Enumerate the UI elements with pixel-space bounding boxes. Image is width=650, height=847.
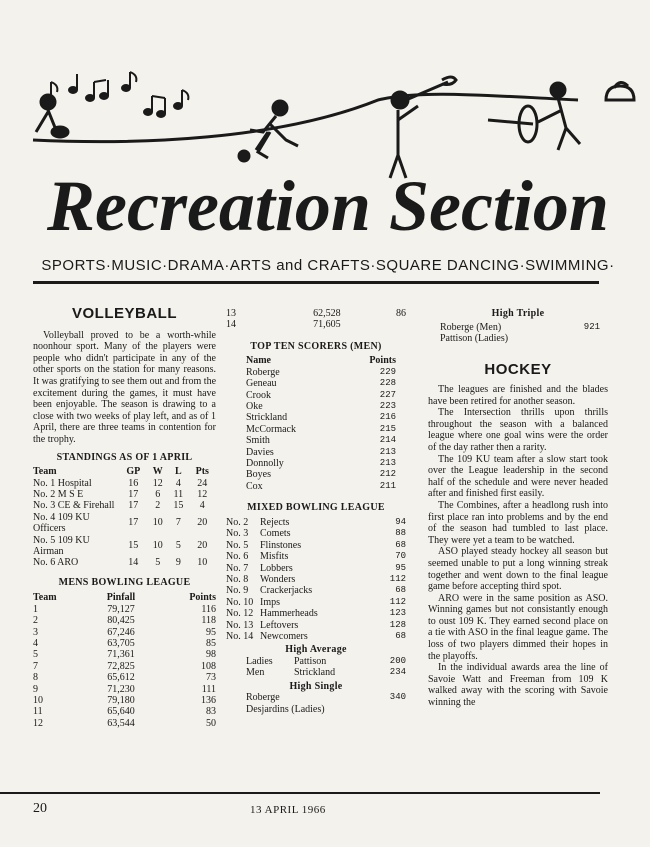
mixed-bowling-points: 112	[389, 573, 406, 584]
high-triple-name: Roberge (Men)	[440, 321, 502, 333]
standings-col-team: Team	[33, 466, 57, 478]
standings-pts: 20	[197, 540, 208, 552]
top-scorer-points: 216	[379, 412, 396, 423]
high-average-category: Men	[246, 667, 265, 679]
top-scorers-col-points: Points	[369, 355, 396, 367]
recreation-banner-art	[18, 60, 638, 290]
standings-l: 9	[175, 557, 181, 569]
mixed-bowling-points: 94	[395, 516, 406, 527]
standings-row	[33, 512, 216, 535]
top-scorer-name: Strickland	[246, 412, 288, 424]
page-number: 20	[33, 801, 47, 816]
curling-stone-icon	[606, 82, 634, 100]
high-single-row	[226, 704, 406, 715]
high-average-name: Pattison	[294, 655, 327, 667]
standings-gp: 17	[128, 488, 139, 500]
mens-bowling-row	[33, 649, 216, 660]
high-average-row	[226, 656, 406, 667]
hockey-paragraph: ARO were in the same position as ASO. Winning games but not consistantly enough to oust 109 K. They earned second place on a tie with ASO in the final league game. The loss of two players dimmed their hopes in the playoffs.	[428, 592, 608, 662]
top-scorer-points: 229	[379, 366, 396, 377]
standings-team: No. 3 CE & Firehall	[33, 500, 115, 512]
mens-bowling-row	[33, 684, 216, 695]
mens-bowling-points: 73	[206, 672, 216, 684]
mixed-bowling-points: 68	[395, 630, 406, 641]
standings-col-w: W	[152, 466, 163, 478]
mens-bowling-row	[226, 319, 406, 330]
mens-bowling-points: 111	[201, 683, 216, 695]
mens-bowling-team: 9	[33, 683, 38, 695]
mens-bowling-header-row	[33, 592, 216, 603]
mixed-bowling-team-name: Newcomers	[260, 630, 308, 642]
archer-figure-icon	[488, 83, 580, 150]
standings-pts: 24	[197, 477, 208, 489]
top-scorer-name: Cox	[246, 480, 263, 492]
standings-team: No. 6 ARO	[33, 557, 79, 569]
high-single-heading: High Single	[289, 680, 343, 692]
standings-gp: 15	[128, 540, 139, 552]
mens-bowling-team: 12	[33, 717, 43, 729]
standings-l: 7	[175, 517, 181, 529]
mens-bowling-row	[33, 661, 216, 672]
mixed-bowling-row	[226, 608, 406, 619]
hockey-paragraph: The 109 KU team after a slow start took over the League leadership in the second half of the schedule and were never headed after and finished first easily.	[428, 453, 608, 500]
mixed-bowling-team-no: No. 8	[226, 573, 249, 585]
mixed-bowling-team-name: Crackerjacks	[260, 585, 313, 597]
mens-bowling-team: 10	[33, 695, 43, 707]
mixed-bowling-team-name: Rejects	[260, 516, 290, 528]
mens-bowling-pinfall: 79,180	[107, 695, 135, 707]
mixed-bowling-row	[226, 597, 406, 608]
mixed-bowling-team-no: No. 12	[226, 608, 254, 620]
mens-bowling-team: 8	[33, 672, 38, 684]
top-scorer-name: Smith	[246, 435, 270, 447]
standings-col-l: L	[174, 466, 182, 478]
high-triple-name: Pattison (Ladies)	[440, 333, 509, 344]
top-scorer-row	[246, 401, 396, 412]
footer-rule	[0, 792, 600, 794]
mens-bowling-points: 83	[206, 706, 216, 718]
mixed-bowling-row	[226, 631, 406, 642]
top-scorer-points: 213	[379, 458, 396, 469]
high-triple-row	[440, 333, 600, 344]
mixed-bowling-team-no: No. 13	[226, 619, 254, 631]
mens-bowling-pinfall: 71,605	[313, 319, 341, 331]
mens-bowling-team: 4	[33, 638, 38, 649]
high-average-score: 234	[389, 667, 406, 678]
mens-bowling-pinfall: 72,825	[107, 660, 135, 672]
standings-pts: 10	[197, 557, 208, 569]
mens-bowling-team: 1	[33, 603, 38, 615]
mixed-bowling-heading: MIXED BOWLING LEAGUE	[247, 502, 385, 514]
mens-bowling-team: 11	[33, 706, 43, 718]
top-scorer-name: Roberge	[246, 366, 280, 378]
standings-gp: 14	[128, 557, 139, 569]
standings-l: 11	[173, 488, 184, 500]
standings-pts: 4	[199, 500, 205, 512]
mens-bowling-points: 136	[201, 695, 216, 707]
mixed-bowling-row	[226, 620, 406, 631]
standings-w: 5	[155, 557, 161, 569]
mens-bowling-pinfall: 71,230	[107, 683, 135, 695]
mixed-bowling-team-no: No. 14	[226, 630, 254, 642]
header-rule	[33, 281, 599, 284]
high-average-category: Ladies	[246, 655, 273, 667]
hockey-body	[428, 384, 608, 709]
high-triple-score: 921	[583, 321, 600, 332]
top-scorer-name: Donnolly	[246, 458, 284, 470]
guitarist-figure-icon	[36, 95, 68, 137]
high-average-row	[226, 667, 406, 678]
mens-bowling-pinfall: 62,528	[313, 308, 341, 319]
standings-w: 10	[152, 540, 163, 552]
standings-team: No. 2 M S E	[33, 488, 84, 500]
mens-bowling-points: 116	[201, 603, 216, 615]
standings-row	[33, 489, 216, 500]
mixed-bowling-team-no: No. 10	[226, 596, 254, 608]
mens-bowling-points: 95	[206, 626, 216, 638]
standings-gp: 17	[128, 500, 139, 512]
high-average-name: Strickland	[294, 667, 336, 679]
top-scorer-row	[246, 458, 396, 469]
mixed-bowling-row	[226, 540, 406, 551]
mixed-bowling-row	[226, 574, 406, 585]
mixed-bowling-team-no: No. 9	[226, 585, 249, 597]
standings-w: 10	[152, 517, 163, 529]
mens-bowling-row	[33, 718, 216, 729]
hockey-paragraph: The Intersection thrills upon thrills throughout the season with a balanced league where one goal wins were the order of the day rather then a rarity.	[428, 407, 608, 453]
mens-bowling-col-pinfall: Pinfall	[106, 592, 136, 604]
standings-col-pts: Pts	[195, 466, 209, 478]
section-subtitle: SPORTS·MUSIC·DRAMA·ARTS and CRAFTS·SQUARE DANCING·SWIMMING·	[41, 257, 615, 274]
standings-team: No. 4 109 KU Officers	[33, 511, 90, 535]
top-scorer-points: 214	[379, 435, 396, 446]
trumpeter-figure-icon	[390, 77, 456, 178]
top-scorer-row	[246, 435, 396, 446]
mixed-bowling-team-name: Lobbers	[260, 562, 293, 574]
mixed-bowling-team-no: No. 6	[226, 551, 249, 563]
top-scorer-name: Davies	[246, 446, 274, 458]
mixed-bowling-row	[226, 585, 406, 596]
mens-bowling-pinfall: 79,127	[107, 603, 135, 615]
high-triple-heading: High Triple	[491, 308, 545, 319]
standings-l: 5	[175, 540, 181, 552]
mens-bowling-row	[33, 627, 216, 638]
standings-col-gp: GP	[126, 466, 141, 478]
mixed-bowling-points: 68	[395, 585, 406, 596]
standings-row	[33, 478, 216, 489]
mens-bowling-table-continued	[226, 308, 406, 331]
mens-bowling-pinfall: 65,640	[107, 706, 135, 718]
hockey-paragraph: In the individual awards area the line of Savoie Watt and Freeman from 109 K walked away with the scoring with Savoie winning the	[428, 662, 608, 709]
high-single-name: Desjardins (Ladies)	[246, 703, 325, 715]
top-scorer-row	[246, 378, 396, 389]
standings-header-row	[33, 466, 216, 477]
standings-w: 2	[155, 500, 161, 512]
top-scorer-points: 227	[379, 389, 396, 400]
top-scorers-table	[246, 355, 396, 492]
hockey-paragraph: The leagues are finished and the blades have been retired for another season.	[428, 384, 608, 407]
high-triple-score	[569, 333, 600, 344]
standings-l: 4	[175, 477, 181, 489]
standings-gp: 16	[128, 477, 139, 489]
mixed-bowling-team-name: Imps	[260, 596, 280, 608]
mens-bowling-heading: MENS BOWLING LEAGUE	[58, 576, 191, 588]
mens-bowling-pinfall: 63,544	[107, 717, 135, 729]
mixed-bowling-team-no: No. 7	[226, 562, 249, 574]
mens-bowling-team: 14	[226, 319, 236, 331]
mens-bowling-col-points: Points	[189, 592, 216, 604]
mixed-bowling-points: 95	[395, 562, 406, 573]
volleyball-body: Volleyball proved to be a worth-while noonhour sport. Many of the players were people who didn't participate in any of the other sports on the station for many reasons. It was gratifying to see them out and from the excitement during the games, it must have been enjoyable. The season is drawing to a close with two weeks of play left, and as of 1 April, there are three teams in contention for the trophy.	[33, 329, 217, 445]
mixed-bowling-points: 128	[389, 619, 406, 630]
column-3	[428, 308, 608, 709]
column-1	[33, 305, 217, 729]
top-scorer-row	[246, 390, 396, 401]
mens-bowling-row	[33, 695, 216, 706]
mens-bowling-team: 2	[33, 615, 38, 627]
mens-bowling-pinfall: 80,425	[107, 615, 135, 627]
mens-bowling-row	[33, 706, 216, 717]
top-scorer-points: 212	[379, 469, 396, 480]
mens-bowling-row	[33, 638, 216, 649]
top-scorer-row	[246, 447, 396, 458]
mens-bowling-points: 108	[201, 660, 216, 672]
mens-bowling-team: 13	[226, 308, 236, 319]
mixed-bowling-points: 70	[395, 551, 406, 562]
mens-bowling-pinfall: 65,612	[107, 672, 135, 684]
mixed-bowling-row	[226, 551, 406, 562]
mens-bowling-pinfall: 63,705	[107, 638, 135, 649]
standings-w: 12	[152, 477, 163, 489]
column-2	[226, 308, 406, 715]
volleyball-heading: VOLLEYBALL	[72, 305, 177, 322]
high-single-score	[381, 704, 406, 715]
mixed-bowling-points: 68	[395, 539, 406, 550]
banner-swoosh	[33, 94, 578, 141]
high-single-score: 340	[389, 692, 406, 703]
high-triple-table	[440, 322, 600, 345]
top-scorer-name: Geneau	[246, 378, 277, 390]
top-scorer-name: McCormack	[246, 423, 296, 435]
standings-pts: 20	[197, 517, 208, 529]
top-scorer-points: 228	[379, 378, 396, 389]
top-scorer-points: 215	[379, 423, 396, 434]
mens-bowling-points: 85	[206, 638, 216, 649]
mens-bowling-row	[33, 604, 216, 615]
top-scorers-col-name: Name	[246, 355, 271, 367]
standings-row	[33, 535, 216, 558]
mixed-bowling-row	[226, 528, 406, 539]
mixed-bowling-team-name: Hammerheads	[260, 608, 318, 620]
top-scorer-row	[246, 412, 396, 423]
music-notes-icon	[41, 72, 188, 117]
hockey-paragraph: The Combines, after a headlong rush into first place ran into problems and by the end of the season had tumbled to last place. They were yet a team to be watched.	[428, 499, 608, 546]
mens-bowling-col-team: Team	[33, 592, 57, 604]
mens-bowling-points: 118	[201, 615, 216, 627]
mixed-bowling-team-name: Misfits	[260, 551, 289, 563]
top-scorer-points: 211	[379, 480, 396, 491]
top-scorer-row	[246, 481, 396, 492]
mens-bowling-team: 7	[33, 660, 38, 672]
standings-table	[33, 466, 216, 569]
issue-date: 13 APRIL 1966	[250, 804, 326, 816]
top-scorers-heading: TOP TEN SCORERS (MEN)	[250, 340, 382, 352]
mens-bowling-row	[33, 615, 216, 626]
mens-bowling-points: 86	[396, 308, 406, 319]
high-single-name: Roberge	[246, 692, 280, 704]
high-triple-row	[440, 322, 600, 333]
standings-heading: STANDINGS AS OF 1 APRIL	[56, 451, 193, 463]
standings-team: No. 1 Hospital	[33, 477, 92, 489]
mixed-bowling-points: 112	[389, 596, 406, 607]
standings-w: 6	[155, 488, 161, 500]
standings-gp: 17	[128, 517, 139, 529]
mixed-bowling-row	[226, 563, 406, 574]
top-scorer-row	[246, 469, 396, 480]
mens-bowling-team: 5	[33, 649, 38, 661]
top-scorer-row	[246, 424, 396, 435]
mixed-bowling-team-no: No. 3	[226, 528, 249, 540]
top-scorers-header-row	[246, 355, 396, 366]
mixed-bowling-points: 123	[389, 608, 406, 619]
top-scorer-name: Crook	[246, 389, 271, 401]
high-average-heading: High Average	[285, 644, 347, 656]
mens-bowling-row	[33, 672, 216, 683]
standings-pts: 12	[197, 488, 208, 500]
mens-bowling-table	[33, 592, 216, 729]
mens-bowling-points	[373, 319, 406, 330]
standings-row	[33, 500, 216, 511]
top-scorer-name: Boyes	[246, 469, 271, 481]
high-single-row	[226, 692, 406, 703]
hockey-paragraph: ASO played steady hockey all season but seemed unable to put a long winning streak together and went down to the final league game before accepting third spot.	[428, 546, 608, 593]
mixed-bowling-team-name: Leftovers	[260, 619, 299, 631]
mens-bowling-team: 3	[33, 626, 38, 638]
standings-team: No. 5 109 KU Airman	[33, 534, 90, 557]
mixed-bowling-team-name: Comets	[260, 528, 291, 540]
mens-bowling-points: 50	[206, 717, 216, 729]
high-single-table	[226, 692, 406, 715]
mixed-bowling-table	[226, 517, 406, 642]
section-title: Recreation Section	[47, 166, 609, 246]
high-average-score: 200	[389, 655, 406, 666]
high-average-table	[226, 656, 406, 679]
hockey-heading: HOCKEY	[484, 361, 552, 379]
mens-bowling-points: 98	[206, 649, 216, 661]
top-scorer-points: 223	[379, 401, 396, 412]
mens-bowling-row	[226, 308, 406, 319]
mixed-bowling-team-no: No. 5	[226, 539, 249, 551]
top-scorer-points: 213	[379, 446, 396, 457]
mixed-bowling-team-name: Wonders	[260, 573, 296, 585]
mens-bowling-pinfall: 67,246	[107, 626, 135, 638]
mixed-bowling-team-no: No. 2	[226, 516, 249, 528]
mixed-bowling-row	[226, 517, 406, 528]
top-scorer-name: Oke	[246, 401, 263, 413]
mixed-bowling-points: 88	[395, 528, 406, 539]
mens-bowling-pinfall: 71,361	[107, 649, 135, 661]
top-scorer-row	[246, 367, 396, 378]
standings-l: 15	[173, 500, 184, 512]
standings-row	[33, 557, 216, 568]
mixed-bowling-team-name: Flinstones	[260, 539, 302, 551]
